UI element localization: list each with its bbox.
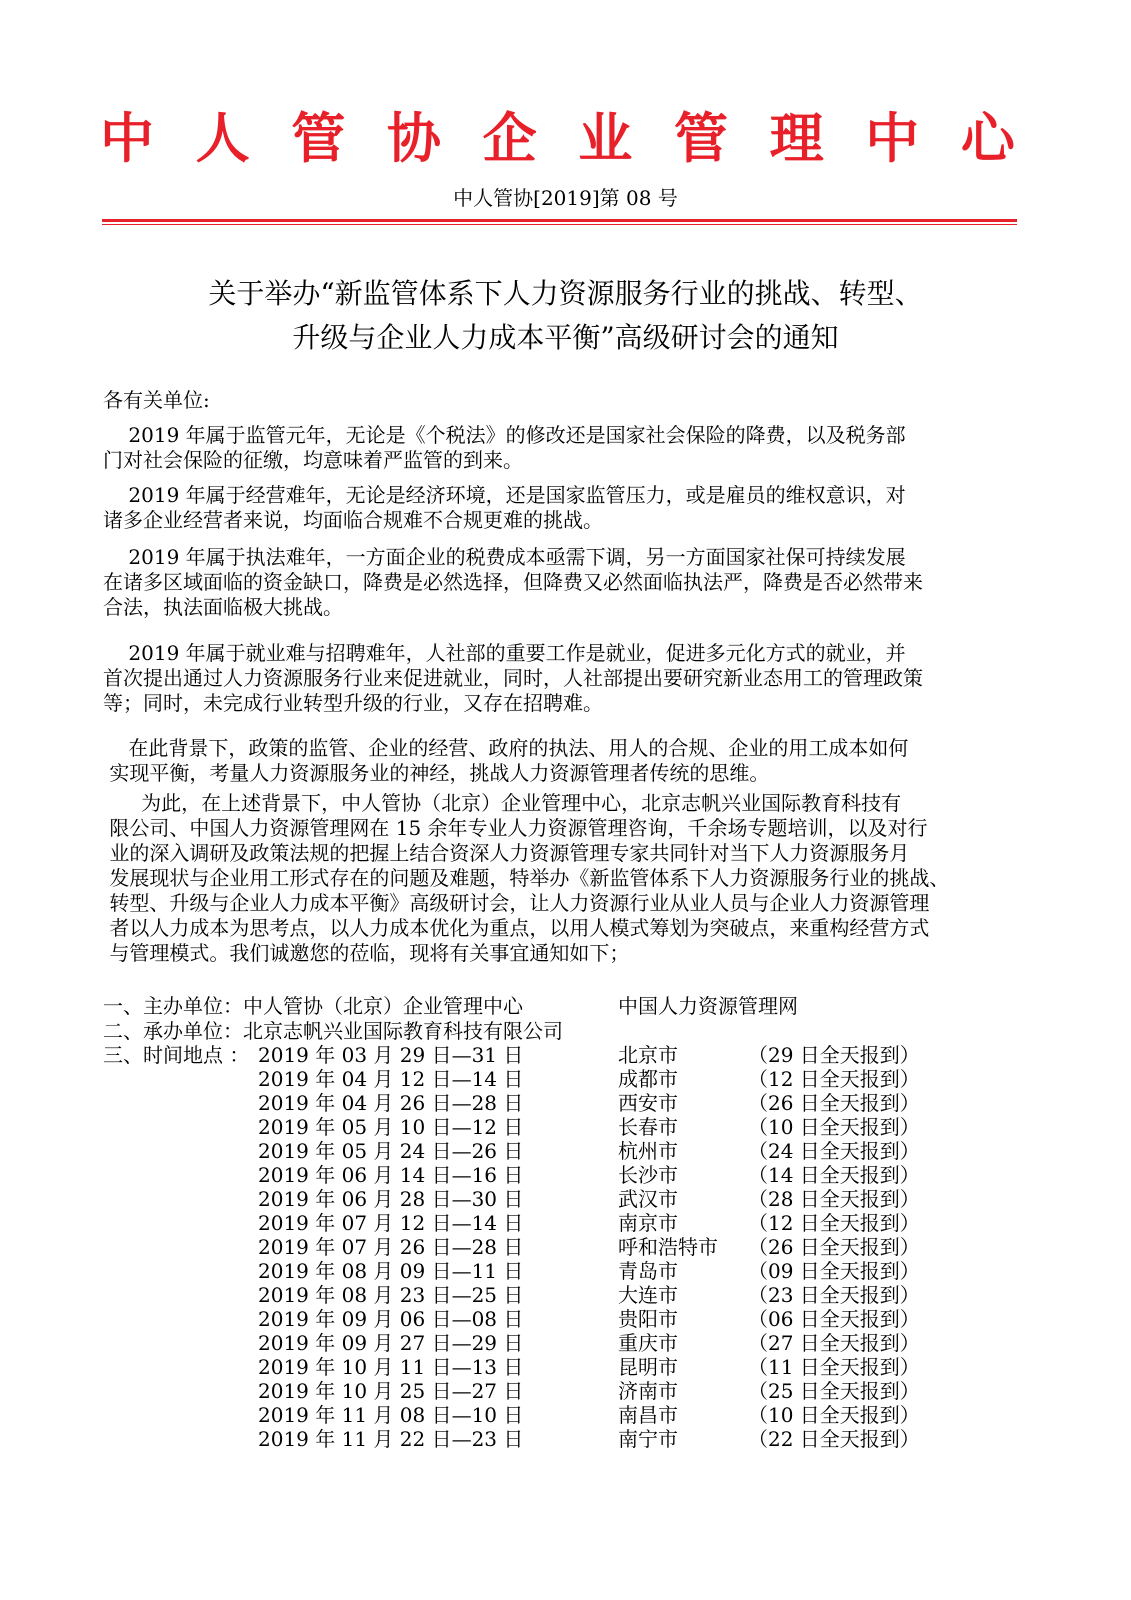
organizer-line xyxy=(103,994,523,1019)
paragraph-line: 转型、升级与企业人力成本平衡》高级研讨会，让人力资源行业从业人员与企业人力资源管理 xyxy=(103,891,930,915)
paragraph-line: 诸多企业经营者来说，均面临合规难不合规更难的挑战。 xyxy=(103,508,603,532)
paragraph-line: 2019 年属于执法难年，一方面企业的税费成本亟需下调，另一方面国家社保可持续发展 xyxy=(103,545,906,569)
schedule-row xyxy=(103,1259,1019,1284)
schedule-date: 2019 年 08 月 09 日—11 日 xyxy=(258,1259,524,1283)
schedule-note: （26 日全天报到） xyxy=(748,1091,920,1115)
schedule-note: （06 日全天报到） xyxy=(748,1307,920,1331)
schedule-row xyxy=(103,1139,1019,1164)
schedule-date: 2019 年 03 月 29 日—31 日 xyxy=(258,1043,524,1067)
schedule-date: 2019 年 09 月 27 日—29 日 xyxy=(258,1331,524,1355)
schedule-note: （26 日全天报到） xyxy=(748,1235,920,1259)
paragraph-line: 2019 年属于监管元年，无论是《个税法》的修改还是国家社会保险的降费，以及税务部 xyxy=(103,423,906,447)
schedule-note: （28 日全天报到） xyxy=(748,1187,920,1211)
schedule-note: （14 日全天报到） xyxy=(748,1163,920,1187)
schedule-date: 2019 年 10 月 25 日—27 日 xyxy=(258,1379,524,1403)
notice-title-line-1: 关于举办“新监管体系下人力资源服务行业的挑战、转型、 xyxy=(208,277,923,310)
schedule-note: （29 日全天报到） xyxy=(748,1043,920,1067)
org-title-char: 理 xyxy=(769,106,824,170)
schedule-note: （23 日全天报到） xyxy=(748,1283,920,1307)
schedule-city: 西安市 xyxy=(618,1091,678,1115)
paragraph-line: 与管理模式。我们诚邀您的莅临，现将有关事宜通知如下； xyxy=(103,941,630,965)
paragraph-6 xyxy=(103,791,1019,966)
schedule-date: 2019 年 10 月 11 日—13 日 xyxy=(258,1355,524,1379)
org-title-char: 中 xyxy=(100,106,154,170)
schedule-date: 2019 年 07 月 26 日—28 日 xyxy=(258,1235,524,1259)
schedule-city: 呼和浩特市 xyxy=(618,1235,718,1259)
paragraph-line: 在此背景下，政策的监管、企业的经营、政府的执法、用人的合规、企业的用工成本如何 xyxy=(103,736,909,760)
org-title-char: 心 xyxy=(960,106,1015,170)
schedule-row xyxy=(103,1187,1019,1212)
schedule-row xyxy=(103,1283,1019,1308)
schedule-date: 2019 年 08 月 23 日—25 日 xyxy=(258,1283,524,1307)
schedule-city: 长春市 xyxy=(618,1115,678,1139)
schedule-row xyxy=(103,1427,1019,1452)
organizer-label: 一、主办单位： xyxy=(103,994,243,1018)
schedule-city: 重庆市 xyxy=(618,1331,678,1355)
schedule-city: 南京市 xyxy=(618,1211,678,1235)
undertaker-name: 北京志帆兴业国际教育科技有限公司 xyxy=(243,1019,563,1043)
schedule-date: 2019 年 05 月 24 日—26 日 xyxy=(258,1139,524,1163)
schedule-note: （10 日全天报到） xyxy=(748,1115,920,1139)
schedule-note: （24 日全天报到） xyxy=(748,1139,920,1163)
paragraph-line: 实现平衡，考量人力资源服务业的神经，挑战人力资源管理者传统的思维。 xyxy=(103,761,770,785)
paragraph-4 xyxy=(103,641,1019,716)
header-divider-thin xyxy=(102,224,1017,225)
organizer-1: 中人管协（北京）企业管理中心 xyxy=(243,994,523,1018)
org-title-char: 中 xyxy=(865,106,920,170)
schedule-city: 济南市 xyxy=(618,1379,678,1403)
schedule-row xyxy=(103,1403,1019,1428)
schedule-note: （27 日全天报到） xyxy=(748,1331,920,1355)
schedule-note: （12 日全天报到） xyxy=(748,1211,920,1235)
org-title-char: 协 xyxy=(386,106,441,170)
schedule-city: 长沙市 xyxy=(618,1163,678,1187)
schedule-row xyxy=(103,1091,1019,1116)
org-title xyxy=(100,108,1015,168)
schedule-city: 杭州市 xyxy=(618,1139,678,1163)
schedule-city: 南昌市 xyxy=(618,1403,678,1427)
schedule-date: 2019 年 07 月 12 日—14 日 xyxy=(258,1211,524,1235)
paragraph-5 xyxy=(103,736,1019,786)
schedule-row xyxy=(103,1211,1019,1236)
paragraph-line: 业的深入调研及政策法规的把握上结合资深人力资源管理专家共同针对当下人力资源服务月 xyxy=(103,841,910,865)
schedule-row xyxy=(103,1379,1019,1404)
schedule-city: 成都市 xyxy=(618,1067,678,1091)
schedule-date: 2019 年 11 月 08 日—10 日 xyxy=(258,1403,524,1427)
undertaker-line xyxy=(103,1019,563,1044)
schedule-row xyxy=(103,1331,1019,1356)
notice-title-line-2: 升级与企业人力成本平衡”高级研讨会的通知 xyxy=(292,321,839,354)
schedule-date: 2019 年 05 月 10 日—12 日 xyxy=(258,1115,524,1139)
salutation: 各有关单位: xyxy=(103,388,210,412)
schedule-row xyxy=(103,1235,1019,1260)
schedule-row xyxy=(103,1355,1019,1380)
schedule-note: （09 日全天报到） xyxy=(748,1259,920,1283)
org-title-char: 人 xyxy=(195,106,250,170)
schedule-date: 2019 年 11 月 22 日—23 日 xyxy=(258,1427,524,1451)
schedule-note: （22 日全天报到） xyxy=(748,1427,920,1451)
schedule-city: 大连市 xyxy=(618,1283,678,1307)
schedule-note: （25 日全天报到） xyxy=(748,1379,920,1403)
undertaker-label: 二、承办单位： xyxy=(103,1019,243,1043)
paragraph-line: 者以人力成本为思考点，以人力成本优化为重点，以用人模式筹划为突破点，来重构经营方式 xyxy=(103,916,930,940)
schedule-note: （10 日全天报到） xyxy=(748,1403,920,1427)
schedule-row xyxy=(103,1067,1019,1092)
schedule-note: （12 日全天报到） xyxy=(748,1067,920,1091)
schedule-city: 贵阳市 xyxy=(618,1307,678,1331)
paragraph-line: 门对社会保险的征缴，均意味着严监管的到来。 xyxy=(103,448,523,472)
schedule-city: 北京市 xyxy=(618,1043,678,1067)
org-title-char: 管 xyxy=(673,106,728,170)
document-number: 中人管协[2019]第 08 号 xyxy=(453,186,678,210)
paragraph-line: 为此，在上述背景下，中人管协（北京）企业管理中心，北京志帆兴业国际教育科技有 xyxy=(103,791,902,815)
schedule-date: 2019 年 04 月 12 日—14 日 xyxy=(258,1067,524,1091)
schedule-date: 2019 年 04 月 26 日—28 日 xyxy=(258,1091,524,1115)
schedule-note: （11 日全天报到） xyxy=(748,1355,920,1379)
schedule-city: 南宁市 xyxy=(618,1427,678,1451)
paragraph-line: 2019 年属于就业难与招聘难年，人社部的重要工作是就业，促进多元化方式的就业，并 xyxy=(103,641,906,665)
schedule-city: 青岛市 xyxy=(618,1259,678,1283)
schedule-row xyxy=(103,1115,1019,1140)
schedule-row xyxy=(103,1163,1019,1188)
paragraph-line: 限公司、中国人力资源管理网在 15 余年专业人力资源管理咨询，千余场专题培训，以及对行 xyxy=(103,816,928,840)
paragraph-line: 合法，执法面临极大挑战。 xyxy=(103,595,343,619)
organizer-2: 中国人力资源管理网 xyxy=(618,994,798,1018)
schedule-date: 2019 年 09 月 06 日—08 日 xyxy=(258,1307,524,1331)
schedule-label: 三、时间地点 ： xyxy=(103,1043,250,1067)
header-divider xyxy=(102,219,1017,222)
org-title-char: 业 xyxy=(578,106,633,170)
paragraph-line: 2019 年属于经营难年，无论是经济环境，还是国家监管压力，或是雇员的维权意识，对 xyxy=(103,483,906,507)
schedule-row xyxy=(103,1043,1019,1068)
paragraph-3 xyxy=(103,545,1019,620)
paragraph-2 xyxy=(103,483,1019,533)
schedule-city: 昆明市 xyxy=(618,1355,678,1379)
paragraph-line: 等；同时，未完成行业转型升级的行业，又存在招聘难。 xyxy=(103,691,603,715)
schedule-date: 2019 年 06 月 14 日—16 日 xyxy=(258,1163,524,1187)
paragraph-line: 首次提出通过人力资源服务行业来促进就业，同时，人社部提出要研究新业态用工的管理政策 xyxy=(103,666,923,690)
org-title-char: 管 xyxy=(291,106,346,170)
schedule-date: 2019 年 06 月 28 日—30 日 xyxy=(258,1187,524,1211)
paragraph-1 xyxy=(103,423,1019,473)
org-title-char: 企 xyxy=(482,106,537,170)
schedule-row xyxy=(103,1307,1019,1332)
paragraph-line: 发展现状与企业用工形式存在的问题及难题，特举办《新监管体系下人力资源服务行业的挑战、 xyxy=(103,866,950,890)
paragraph-line: 在诸多区域面临的资金缺口，降费是必然选择，但降费又必然面临执法严，降费是否必然带来 xyxy=(103,570,923,594)
schedule-city: 武汉市 xyxy=(618,1187,678,1211)
